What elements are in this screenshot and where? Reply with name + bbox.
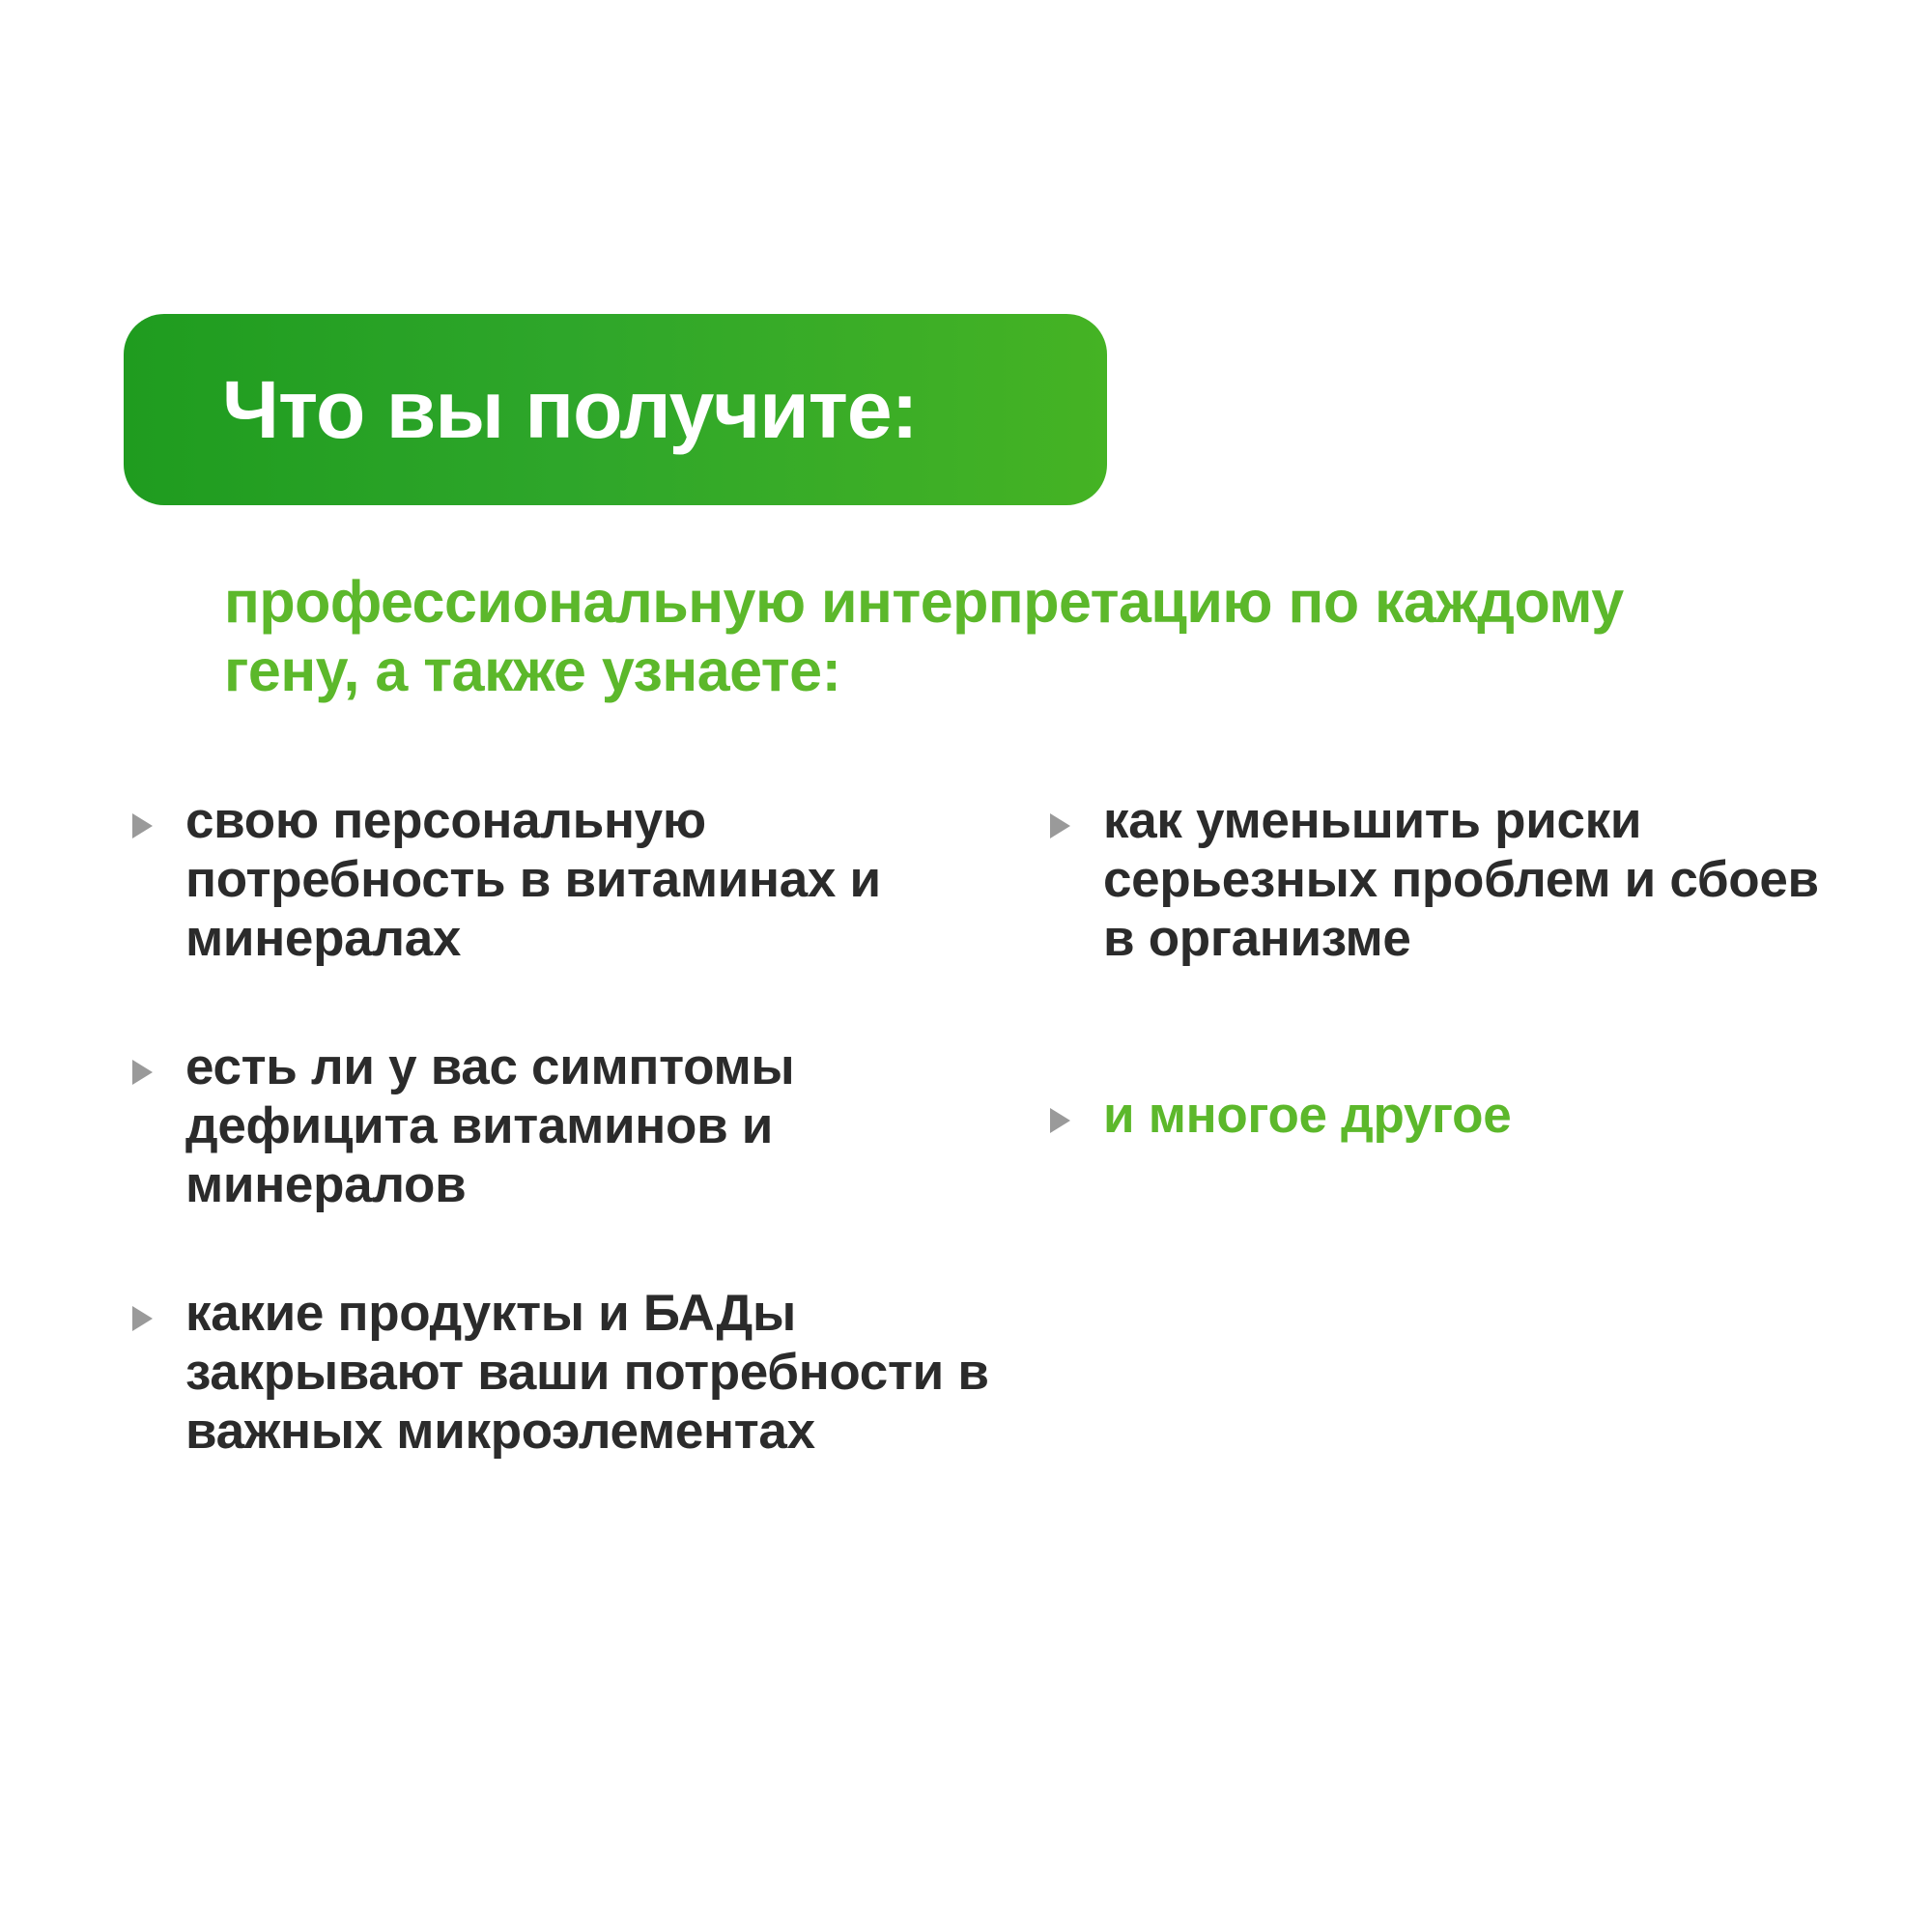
- list-item: [126, 1285, 995, 1462]
- page-title: Что вы получите:: [222, 364, 918, 455]
- list-item-label: свою персональную потребность в витаминах и минералах: [185, 792, 881, 967]
- list-item-label: какие продукты и БАДы закрывают ваши потребности в важных микроэлементах: [185, 1284, 989, 1460]
- triangle-right-icon: [1043, 1108, 1076, 1133]
- bullet-column-left: [126, 792, 995, 1461]
- list-item: [126, 792, 995, 969]
- list-item-label: и многое другое: [1103, 1086, 1512, 1144]
- subtitle-text: профессиональную интерпретацию по каждому гену, а также узнаете:: [224, 569, 1624, 703]
- title-banner: [124, 314, 1107, 505]
- bullet-columns: [126, 792, 1826, 1461]
- list-item: [126, 1038, 995, 1215]
- bullet-column-right: [1043, 792, 1826, 1461]
- list-item: [1043, 792, 1826, 969]
- triangle-right-icon: [126, 1060, 158, 1085]
- triangle-right-icon: [1043, 813, 1076, 838]
- triangle-right-icon: [126, 813, 158, 838]
- triangle-right-icon: [126, 1306, 158, 1331]
- list-item-highlighted: [1043, 1087, 1826, 1146]
- list-item-label: есть ли у вас симптомы дефицита витаминов и минералов: [185, 1037, 795, 1213]
- list-item-label: как уменьшить риски серьезных проблем и сбоев в организме: [1103, 792, 1819, 967]
